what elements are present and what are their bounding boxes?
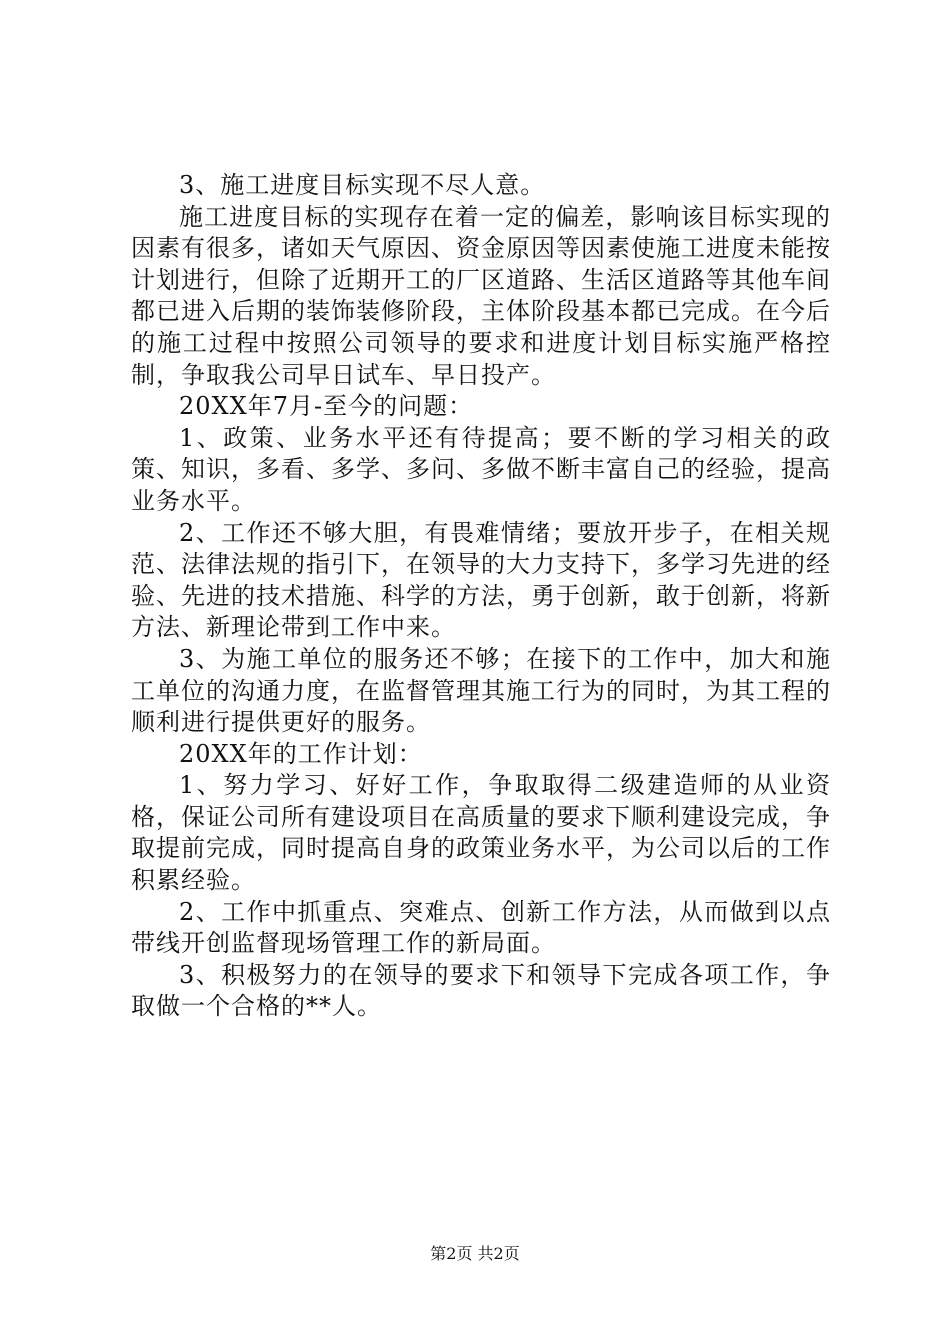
paragraph-plan-1: 1、努力学习、好好工作，争取取得二级建造师的从业资格，保证公司所有建设项目在高质量的要求下顺利建设完成，争取提前完成，同时提高自身的政策业务水平，为公司以后的工作积累经验。 (131, 771, 831, 895)
paragraph-plan-3: 3、积极努力的在领导的要求下和领导下完成各项工作，争取做一个合格的**人。 (131, 960, 831, 1021)
paragraph-progress-detail: 施工进度目标的实现存在着一定的偏差，影响该目标实现的因素有很多，诸如天气原因、资金原因等因素使施工进度未能按计划进行，但除了近期开工的厂区道路、生活区道路等其他车间都已进入后期的装饰装修阶段，主体阶段基本都已完成。在今后的施工过程中按照公司领导的要求和进度计划目标实施严格控制，争取我公司早日试车、早日投产。 (131, 202, 831, 389)
page-footer: 第2页 共2页 (430, 1244, 520, 1263)
paragraph-issues-heading: 20XX年7月-至今的问题： (179, 392, 474, 421)
paragraph-plan-heading: 20XX年的工作计划： (179, 739, 423, 768)
paragraph-issue-2: 2、工作还不够大胆，有畏难情绪；要放开步子，在相关规范、法律法规的指引下，在领导的大力支持下，多学习先进的经验、先进的技术措施、科学的方法，勇于创新，敢于创新，将新方法、新理论带到工作中来。 (131, 518, 831, 642)
paragraph-plan-2: 2、工作中抓重点、突难点、创新工作方法，从而做到以点带线开创监督现场管理工作的新局面。 (131, 897, 831, 958)
document-body (131, 170, 831, 1023)
paragraph-progress-heading: 3、施工进度目标实现不尽人意。 (179, 171, 546, 199)
paragraph-issue-1: 1、政策、业务水平还有待提高；要不断的学习相关的政策、知识，多看、多学、多问、多做不断丰富自己的经验，提高业务水平。 (131, 423, 831, 515)
paragraph-issue-3: 3、为施工单位的服务还不够；在接下的工作中，加大和施工单位的沟通力度，在监督管理其施工行为的同时，为其工程的顺利进行提供更好的服务。 (131, 644, 831, 737)
